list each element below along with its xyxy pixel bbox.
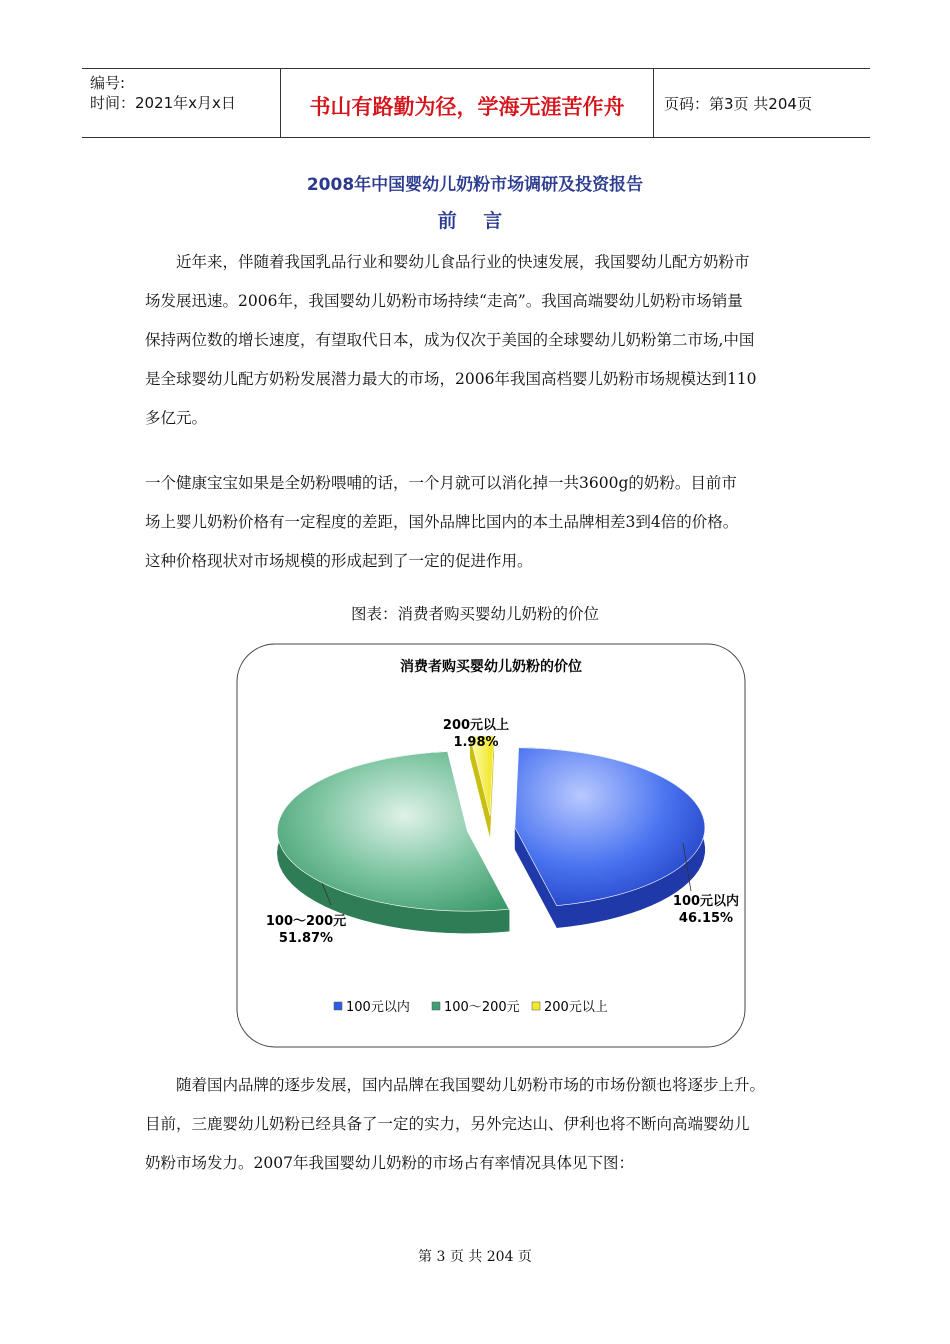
legend-item xyxy=(432,1000,520,1015)
paragraph-line: 是全球婴幼儿配方奶粉发展潜力最大的市场，2006年我国高档婴儿奶粉市场规模达到110 xyxy=(145,370,757,388)
paragraph-intro xyxy=(145,243,815,438)
legend-swatch xyxy=(432,1002,440,1010)
report-title: 2008年中国婴幼儿奶粉市场调研及投资报告 xyxy=(306,175,644,195)
document-time-label: 时间：2021年x月x日 xyxy=(90,94,236,112)
paragraph-line: 近年来，伴随着我国乳品行业和婴幼儿食品行业的快速发展，我国婴幼儿配方奶粉市 xyxy=(145,253,750,271)
legend-item xyxy=(334,999,410,1015)
document-number-label: 编号: xyxy=(90,74,126,92)
legend-item xyxy=(532,1000,608,1015)
paragraph-price xyxy=(145,464,815,581)
page-header xyxy=(82,68,870,138)
paragraph-line: 场发展迅速。2006年，我国婴幼儿奶粉市场持续“走高”。我国高端婴幼儿奶粉市场销量 xyxy=(145,292,743,310)
slice-category-label: 100～200元 xyxy=(265,914,347,929)
header-motto: 书山有路勤为径，学海无涯苦作舟 xyxy=(309,95,625,119)
header-page-number: 页码：第3页 共204页 xyxy=(664,95,812,113)
chart-title: 消费者购买婴幼儿奶粉的价位 xyxy=(400,659,582,675)
header-motto-cell xyxy=(281,69,654,137)
pie-chart-svg xyxy=(236,643,746,1048)
paragraph-line: 这种价格现状对市场规模的形成起到了一定的促进作用。 xyxy=(145,552,533,570)
paragraph-line: 随着国内品牌的逐步发展，国内品牌在我国婴幼儿奶粉市场的市场份额也将逐步上升。 xyxy=(145,1076,766,1094)
slice-category-label: 100元以内 xyxy=(672,894,740,909)
legend-label: 200元以上 xyxy=(544,1000,608,1015)
section-heading: 前 言 xyxy=(437,210,513,232)
slice-value-label: 51.87% xyxy=(278,931,334,946)
legend-label: 100元以内 xyxy=(346,1000,410,1015)
legend-label: 100～200元 xyxy=(444,1000,520,1015)
paragraph-market xyxy=(145,1066,815,1183)
figure-caption: 图表：消费者购买婴幼儿奶粉的价位 xyxy=(350,605,599,623)
slice-category-label: 200元以上 xyxy=(442,718,510,733)
paragraph-line: 一个健康宝宝如果是全奶粉喂哺的话，一个月就可以消化掉一共3600g的奶粉。目前市 xyxy=(145,474,737,492)
paragraph-line: 奶粉市场发力。2007年我国婴幼儿奶粉的市场占有率情况具体见下图： xyxy=(145,1154,634,1172)
pie-chart xyxy=(236,643,746,1048)
paragraph-line: 保持两位数的增长速度，有望取代日本，成为仅次于美国的全球婴幼儿奶粉第二市场,中国 xyxy=(145,331,755,349)
legend-swatch xyxy=(334,1002,342,1010)
header-meta-cell xyxy=(82,69,281,137)
page-footer: 第 3 页 共 204 页 xyxy=(418,1249,532,1265)
paragraph-line: 目前，三鹿婴幼儿奶粉已经具备了一定的实力，另外完达山、伊利也将不断向高端婴幼儿 xyxy=(145,1115,750,1133)
slice-value-label: 46.15% xyxy=(678,911,734,926)
paragraph-line: 多亿元。 xyxy=(145,409,208,427)
header-page-cell xyxy=(654,69,870,137)
legend-swatch xyxy=(532,1002,540,1010)
paragraph-line: 场上婴儿奶粉价格有一定程度的差距，国外品牌比国内的本土品牌相差3到4倍的价格。 xyxy=(145,513,739,531)
slice-value-label: 1.98% xyxy=(453,735,499,750)
